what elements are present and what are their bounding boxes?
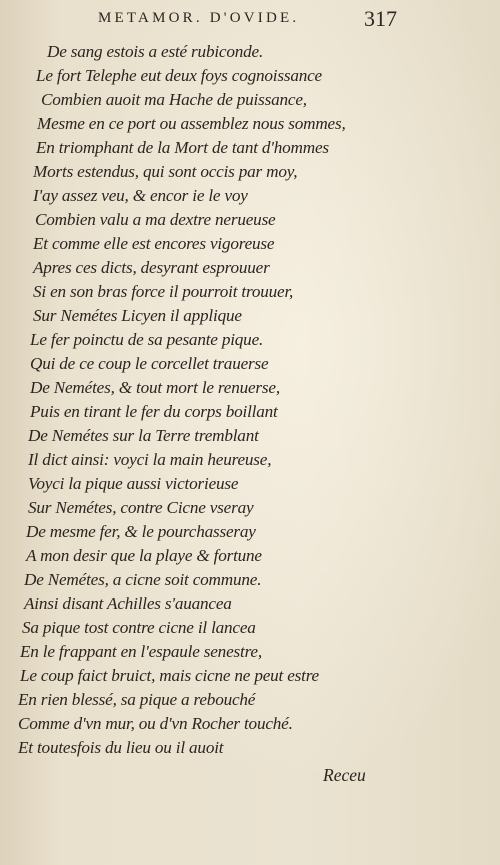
verse-line: A mon desir que la playe & fortune bbox=[26, 546, 262, 565]
verse-line: En rien blessé, sa pique a rebouché bbox=[18, 690, 256, 709]
verse-line: Le fer poinctu de sa pesante pique. bbox=[30, 330, 264, 349]
verse-line: De Nemétes, a cicne soit commune. bbox=[24, 570, 262, 589]
page-number: 317 bbox=[364, 6, 397, 31]
verse-line: De Nemétes, & tout mort le renuerse, bbox=[30, 378, 280, 397]
verse-line: Il dict ainsi: voyci la main heureuse, bbox=[28, 450, 272, 469]
page-header bbox=[0, 6, 500, 32]
verse-line: En le frappant en l'espaule senestre, bbox=[20, 642, 262, 661]
verse-line: Combien valu a ma dextre nerueuse bbox=[35, 210, 276, 229]
verse-line: Apres ces dicts, desyrant esprouuer bbox=[33, 258, 270, 277]
verse-line: Comme d'vn mur, ou d'vn Rocher touché. bbox=[18, 714, 293, 733]
verse-line: Mesme en ce port ou assemblez nous sommes, bbox=[37, 114, 346, 133]
verse-line: Le fort Telephe eut deux foys cognoissance bbox=[36, 66, 322, 85]
verse-line: Et toutesfois du lieu ou il auoit bbox=[18, 738, 224, 757]
verse-line: Puis en tirant le fer du corps boillant bbox=[30, 402, 278, 421]
verse-line: Si en son bras force il pourroit trouuer, bbox=[33, 282, 294, 301]
verse-line: De mesme fer, & le pourchasseray bbox=[26, 522, 256, 541]
verse-line: Sa pique tost contre cicne il lancea bbox=[22, 618, 256, 637]
verse-line: Sur Nemétes Licyen il applique bbox=[33, 306, 242, 325]
verse-line: I'ay assez veu, & encor ie le voy bbox=[33, 186, 248, 205]
verse-line: Voyci la pique aussi victorieuse bbox=[28, 474, 239, 493]
running-title: METAMOR. D'OVIDE. bbox=[98, 10, 300, 26]
verse-line: Le coup faict bruict, mais cicne ne peut estre bbox=[20, 666, 319, 685]
verse-line: Sur Nemétes, contre Cicne vseray bbox=[28, 498, 254, 517]
verse-line: De Nemétes sur la Terre tremblant bbox=[28, 426, 259, 445]
verse-line: Combien auoit ma Hache de puissance, bbox=[41, 90, 307, 109]
catchword: Receu bbox=[323, 765, 366, 785]
verse-line: Et comme elle est encores vigoreuse bbox=[33, 234, 275, 253]
verse-line: En triomphant de la Mort de tant d'hommes bbox=[36, 138, 329, 157]
verse-line: Qui de ce coup le corcellet trauerse bbox=[30, 354, 269, 373]
verse-line: Ainsi disant Achilles s'auancea bbox=[24, 594, 232, 613]
verse-line: De sang estois a esté rubiconde. bbox=[47, 42, 264, 61]
verse-line: Morts estendus, qui sont occis par moy, bbox=[33, 162, 298, 181]
